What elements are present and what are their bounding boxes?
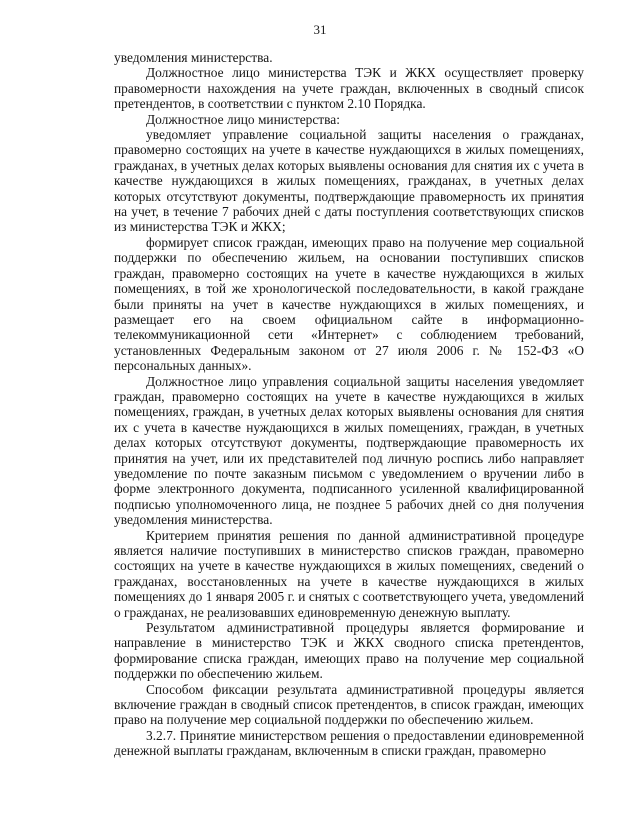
body-text <box>114 50 584 759</box>
paragraph-10: 3.2.7. Принятие министерством решения о предоставлении единовременной денежной выплаты гражданам, включенным в списки граждан, правомерно <box>114 727 584 759</box>
paragraph-5: формирует список граждан, имеющих право на получение мер социальной поддержки по обеспечению жильем, на основании поступивших списков граждан, правомерно состоящих на учете в качестве нуждающихся в жилых помещениях, в той же хронологической последовательности, в какой граждане были приняты на учет в качестве нуждающихся в жилых помещениях, и размещает его на своем официальном сайте в информационно-телекоммуникационной сети «Интернет» с соблюдением требований, установленных Федеральным законом от 27 июля 2006 г. № 152-ФЗ «О персональных данных». <box>114 234 584 374</box>
paragraph-6: Должностное лицо управления социальной защиты населения уведомляет граждан, правомерно состоящих на учете в качестве нуждающихся в жилых помещениях, граждан, в учетных делах которых выявлены основания для снятия их с учета в качестве нуждающихся в жилых помещениях, граждан, в учетных делах которых отсутствуют документы, подтверждающие правомерность их принятия на учет, или их представителей под личную роспись либо направляет уведомление по почте заказным письмом с уведомлением о вручении либо в форме электронного документа, подписанного усиленной квалифицированной подписью уполномоченного лица, не позднее 5 рабочих дней со дня получения уведомления министерства. <box>114 373 584 528</box>
paragraph-3: Должностное лицо министерства: <box>146 111 340 127</box>
paragraph-4: уведомляет управление социальной защиты населения о гражданах, правомерно состоящих на учете в качестве нуждающихся в жилых помещениях, гражданах, в учетных делах которых выявлены основания для снятия их с учета в качестве нуждающихся в жилых помещениях, гражданах, в учетных делах которых отсутствуют документы, подтверждающие правомерность их принятия на учет, в течение 7 рабочих дней с даты поступления соответствующих списков из министерства ТЭК и ЖКХ; <box>114 127 584 235</box>
paragraph-7: Критерием принятия решения по данной административной процедуре является наличие поступивших в министерство списков граждан, правомерно состоящих на учете в качестве нуждающихся в жилых помещениях, сведений о гражданах, восстановленных на учете в качестве нуждающихся в жилых помещениях до 1 января 2005 г. и снятых с соответствующего учета, уведомлений о гражданах, не реализовавших единовременную денежную выплату. <box>114 527 584 620</box>
paragraph-8: Результатом административной процедуры является формирование и направление в министерство ТЭК и ЖКХ сводного списка претендентов, формирование списка граждан, имеющих право на получение мер социальной поддержки по обеспечению жильем. <box>114 620 584 682</box>
paragraph-2: Должностное лицо министерства ТЭК и ЖКХ осуществляет проверку правомерности нахождения на учете граждан, включенных в сводный список претендентов, в соответствии с пунктом 2.10 Порядка. <box>114 65 584 112</box>
paragraph-9: Способом фиксации результата административной процедуры является включение граждан в сводный список претендентов, в список граждан, имеющих право на получение мер социальной поддержки по обеспечению жильем. <box>114 681 584 728</box>
page-number: 31 <box>313 22 327 37</box>
paragraph-1: уведомления министерства. <box>114 50 273 65</box>
